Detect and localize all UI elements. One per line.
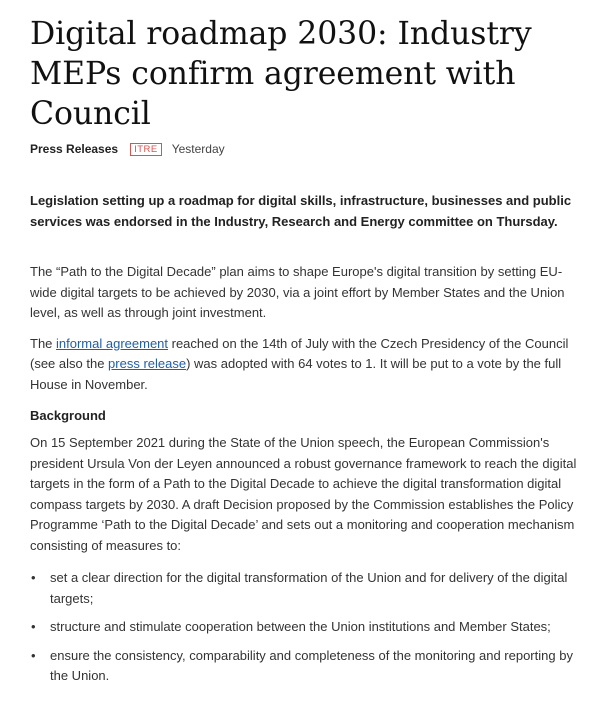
body-paragraph-2 [30, 334, 586, 396]
list-item [30, 617, 586, 638]
informal-agreement-link[interactable]: informal agreement [56, 335, 169, 351]
committee-tag[interactable]: ITRE [130, 143, 162, 156]
bullet-icon: • [31, 647, 36, 663]
article [30, 14, 586, 695]
list-item [30, 568, 586, 609]
article-title: Digital roadmap 2030: Industry MEPs confirm agreement with Council [30, 16, 532, 132]
list-item-text: ensure the consistency, comparability and completeness of the monitoring and reporting by the Union. [50, 647, 573, 683]
background-heading: Background [30, 408, 106, 423]
paragraph-2-text-2: reached on the 14th of July with the Czech Presidency of the Council (see also the [30, 335, 569, 371]
list-item-text: structure and stimulate cooperation between the Union institutions and Member States; [50, 619, 551, 634]
measures-list [30, 568, 586, 687]
article-meta [30, 141, 586, 157]
body-paragraph-1: The “Path to the Digital Decade” plan aims to shape Europe's digital transition by setting EU-wide digital targets to be achieved by 2030, via a joint effort by Member States and the Union level, as well as through joint investment. [30, 264, 565, 320]
publish-date: Yesterday [171, 142, 225, 156]
paragraph-2-text-3: ) was adopted with 64 votes to 1. It will be put to a vote by the full House in November. [30, 356, 562, 392]
background-paragraph: On 15 September 2021 during the State of the Union speech, the European Commission's president Ursula Von der Leyen announced a robust governance framework to reach the digital targets in the form of a Path to the Digital Decade to achieve the digital transformation digital compass targets by 2030. A draft Decision proposed by the Commission establishes the Policy Programme ‘Path to the Digital Decade’ and sets out a monitoring and cooperation mechanism consisting of measures to: [30, 435, 577, 553]
list-item-text: set a clear direction for the digital transformation of the Union and for delivery of the digital targets; [50, 570, 568, 606]
bullet-icon: • [31, 570, 36, 585]
press-release-link[interactable]: press release [108, 356, 187, 371]
list-item [30, 646, 586, 687]
bullet-icon: • [31, 619, 36, 634]
section-label: Press Releases [30, 142, 119, 156]
lead-paragraph: Legislation setting up a roadmap for digital skills, infrastructure, businesses and public services was endorsed in the Industry, Research and Energy committee on Thursday. [30, 193, 572, 229]
paragraph-2-text-1: The [30, 335, 57, 351]
